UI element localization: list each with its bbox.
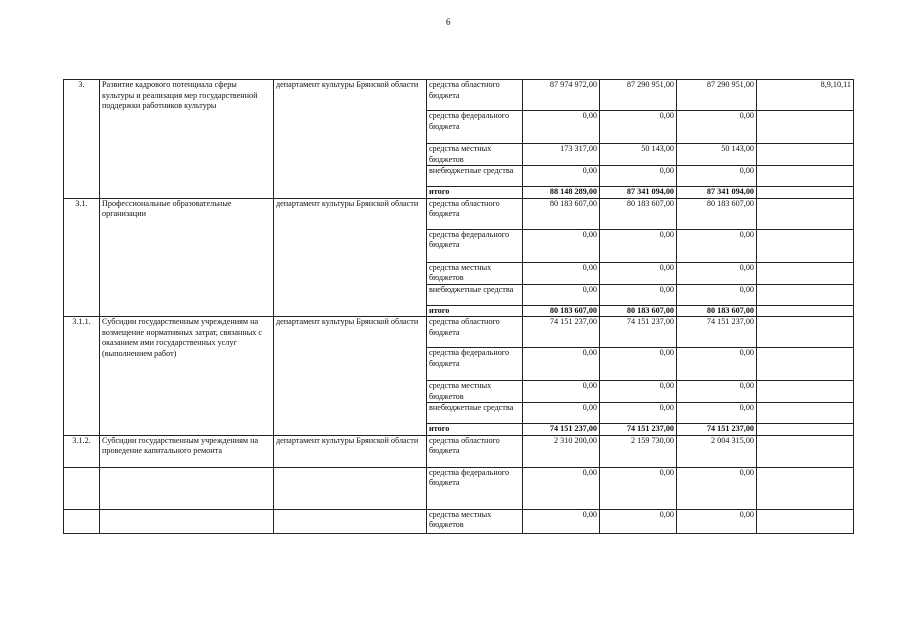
funding-source: итого: [427, 187, 523, 199]
target-indicators-empty: [757, 166, 854, 187]
funding-source: средства областного бюджета: [427, 435, 523, 467]
target-indicators-empty: [757, 144, 854, 166]
amount-year-3: 2 004 315,00: [677, 435, 757, 467]
amount-year-3: 0,00: [677, 381, 757, 403]
amount-year-1: 74 151 237,00: [523, 317, 600, 348]
funding-source: средства областного бюджета: [427, 317, 523, 348]
table-row: [64, 509, 854, 533]
target-indicators-empty: [757, 284, 854, 305]
target-indicators-empty: [757, 262, 854, 284]
amount-year-1: 88 148 289,00: [523, 187, 600, 199]
target-indicators-empty: [757, 111, 854, 144]
amount-year-2: 0,00: [600, 166, 677, 187]
table-row: [64, 435, 854, 467]
amount-year-1: 0,00: [523, 509, 600, 533]
table-row: [64, 198, 854, 229]
amount-year-3: 0,00: [677, 467, 757, 509]
table-row: [64, 317, 854, 348]
funding-source: внебюджетные средства: [427, 284, 523, 305]
funding-source: средства местных бюджетов: [427, 262, 523, 284]
item-executor: департамент культуры Брянской области: [274, 198, 427, 317]
amount-year-3: 74 151 237,00: [677, 424, 757, 436]
item-number: 3.: [64, 80, 100, 199]
amount-year-1: 0,00: [523, 381, 600, 403]
target-indicators-empty: [757, 424, 854, 436]
item-number-empty: [64, 467, 100, 509]
funding-source: средства федерального бюджета: [427, 111, 523, 144]
funding-source: средства федерального бюджета: [427, 348, 523, 381]
amount-year-3: 0,00: [677, 284, 757, 305]
amount-year-2: 0,00: [600, 284, 677, 305]
amount-year-2: 0,00: [600, 262, 677, 284]
item-number: 3.1.1.: [64, 317, 100, 436]
amount-year-3: 0,00: [677, 229, 757, 262]
amount-year-2: 0,00: [600, 509, 677, 533]
item-number: 3.1.2.: [64, 435, 100, 467]
funding-source: средства местных бюджетов: [427, 381, 523, 403]
amount-year-2: 87 290 951,00: [600, 80, 677, 111]
amount-year-1: 0,00: [523, 262, 600, 284]
item-executor-empty: [274, 509, 427, 533]
funding-source: средства областного бюджета: [427, 198, 523, 229]
amount-year-3: 87 290 951,00: [677, 80, 757, 111]
amount-year-2: 0,00: [600, 348, 677, 381]
amount-year-1: 0,00: [523, 111, 600, 144]
target-indicators-empty: [757, 403, 854, 424]
amount-year-2: 0,00: [600, 403, 677, 424]
amount-year-3: 0,00: [677, 509, 757, 533]
funding-source: внебюджетные средства: [427, 166, 523, 187]
amount-year-1: 0,00: [523, 166, 600, 187]
amount-year-2: 74 151 237,00: [600, 317, 677, 348]
funding-source: средства федерального бюджета: [427, 467, 523, 509]
amount-year-1: 0,00: [523, 467, 600, 509]
amount-year-2: 80 183 607,00: [600, 305, 677, 317]
amount-year-1: 0,00: [523, 348, 600, 381]
item-executor: департамент культуры Брянской области: [274, 435, 427, 467]
amount-year-3: 80 183 607,00: [677, 198, 757, 229]
amount-year-2: 0,00: [600, 467, 677, 509]
amount-year-3: 80 183 607,00: [677, 305, 757, 317]
amount-year-1: 0,00: [523, 403, 600, 424]
amount-year-1: 173 317,00: [523, 144, 600, 166]
item-name: Профессиональные образовательные организации: [100, 198, 274, 317]
target-indicators: [757, 435, 854, 467]
target-indicators-empty: [757, 229, 854, 262]
funding-source: средства местных бюджетов: [427, 509, 523, 533]
amount-year-1: 87 974 972,00: [523, 80, 600, 111]
funding-source: внебюджетные средства: [427, 403, 523, 424]
amount-year-1: 80 183 607,00: [523, 198, 600, 229]
amount-year-3: 87 341 094,00: [677, 187, 757, 199]
amount-year-3: 0,00: [677, 403, 757, 424]
target-indicators: [757, 198, 854, 229]
target-indicators-empty: [757, 348, 854, 381]
item-name: Субсидии государственным учреждениям на возмещение нормативных затрат, связанных с оказанием ими государственных услуг (выполнением работ): [100, 317, 274, 436]
funding-source: средства федерального бюджета: [427, 229, 523, 262]
amount-year-2: 0,00: [600, 229, 677, 262]
amount-year-2: 0,00: [600, 381, 677, 403]
page-number: 6: [446, 17, 451, 27]
amount-year-3: 0,00: [677, 166, 757, 187]
target-indicators: [757, 317, 854, 348]
amount-year-1: 0,00: [523, 229, 600, 262]
amount-year-1: 74 151 237,00: [523, 424, 600, 436]
target-indicators-empty: [757, 187, 854, 199]
funding-source: средства местных бюджетов: [427, 144, 523, 166]
amount-year-1: 80 183 607,00: [523, 305, 600, 317]
funding-source: средства областного бюджета: [427, 80, 523, 111]
item-number-empty: [64, 509, 100, 533]
amount-year-2: 87 341 094,00: [600, 187, 677, 199]
item-number: 3.1.: [64, 198, 100, 317]
item-name: Развитие кадрового потенциала сферы культуры и реализация мер государственной поддержки работников культуры: [100, 80, 274, 199]
item-executor: департамент культуры Брянской области: [274, 80, 427, 199]
table-row: [64, 80, 854, 111]
amount-year-3: 0,00: [677, 262, 757, 284]
budget-table: [63, 79, 854, 534]
amount-year-2: 80 183 607,00: [600, 198, 677, 229]
target-indicators-empty: [757, 467, 854, 509]
item-executor: департамент культуры Брянской области: [274, 317, 427, 436]
table-row: [64, 467, 854, 509]
amount-year-2: 74 151 237,00: [600, 424, 677, 436]
amount-year-2: 0,00: [600, 111, 677, 144]
funding-source: итого: [427, 305, 523, 317]
amount-year-2: 50 143,00: [600, 144, 677, 166]
target-indicators-empty: [757, 305, 854, 317]
item-executor-empty: [274, 467, 427, 509]
amount-year-3: 74 151 237,00: [677, 317, 757, 348]
target-indicators-empty: [757, 381, 854, 403]
amount-year-1: 2 310 200,00: [523, 435, 600, 467]
target-indicators: 8,9,10,11: [757, 80, 854, 111]
amount-year-2: 2 159 730,00: [600, 435, 677, 467]
item-name-empty: [100, 509, 274, 533]
amount-year-1: 0,00: [523, 284, 600, 305]
amount-year-3: 0,00: [677, 111, 757, 144]
target-indicators-empty: [757, 509, 854, 533]
amount-year-3: 0,00: [677, 348, 757, 381]
amount-year-3: 50 143,00: [677, 144, 757, 166]
funding-source: итого: [427, 424, 523, 436]
item-name-empty: [100, 467, 274, 509]
item-name: Субсидии государственным учреждениям на проведение капитального ремонта: [100, 435, 274, 467]
